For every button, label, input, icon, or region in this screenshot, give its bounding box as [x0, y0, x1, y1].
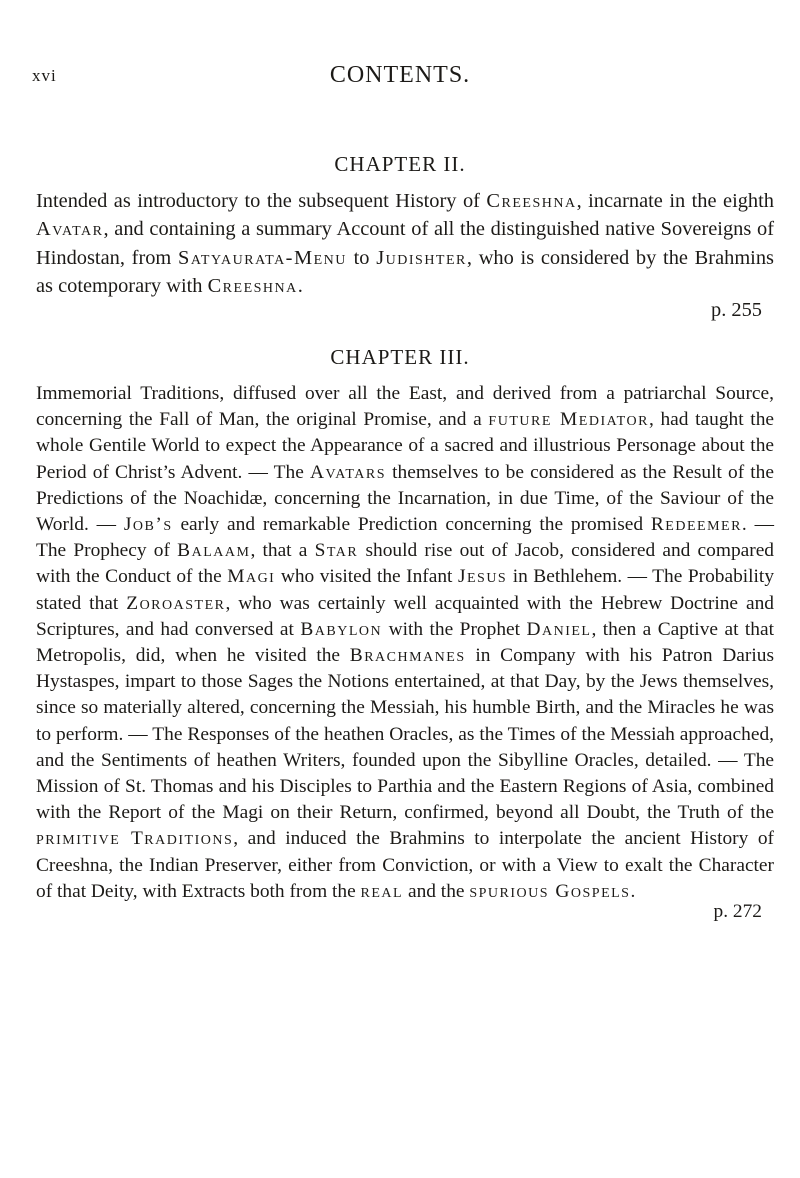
- summary-segment: , incarnate in the eighth: [576, 190, 774, 212]
- small-caps-term: Balaam: [177, 540, 251, 562]
- summary-segment: .: [297, 274, 303, 297]
- small-caps-term: Daniel: [526, 618, 592, 640]
- small-caps-term: Avatars: [309, 461, 387, 483]
- small-caps-term: Creeshna: [486, 190, 577, 212]
- summary-segment: themselves to be considered as the Result of the Predictions of the Noachidæ, concerning the Incarnation, in due Time, of the Saviour of the World. —: [36, 461, 774, 536]
- summary-segment: , that a: [250, 540, 315, 562]
- summary-segment: .: [630, 880, 636, 902]
- summary-segment: , and containing a summary Account of all the distinguished native Sovereigns of Hindostan, from: [36, 218, 774, 269]
- summary-segment: in Bethlehem. — The Probability stated that: [36, 566, 775, 614]
- small-caps-term: Avatar: [36, 218, 104, 241]
- summary-segment: , and induced the Brahmins to interpolate the ancient History of Creeshna, the Indian Preserver, either from Conviction, or with a View to exalt the Character of that Deity, with Extracts both from the: [36, 828, 775, 902]
- chapter-2-summary-text: [36, 190, 774, 297]
- summary-segment: , who is considered by the Brahmins as cotemporary with: [36, 246, 774, 297]
- small-caps-term: Job’s: [123, 514, 173, 536]
- summary-segment: in Company with his Patron Darius Hystaspes, impart to those Sages the Notions entertained, at that Day, by the Jews themselves, since so materially altered, concerning the Messiah, his humble Birth, and the Miracles he was to perform. — The Responses of the heathen Oracles, as the Times of the Messiah approached, and the Sentiments of heathen Writers, founded upon the Sibylline Oracles, detailed. — The Mission of St. Thomas and his Disciples to Parthia and the Eastern Regions of Asia, combined with the Report of the Magi on their Return, confirmed, beyond all Doubt, the Truth of the: [36, 645, 775, 824]
- summary-segment: and the: [403, 880, 470, 902]
- small-caps-term: real: [360, 880, 404, 902]
- small-caps-term: Brachmanes: [349, 645, 466, 667]
- chapter-2-heading: CHAPTER II.: [334, 152, 466, 176]
- summary-segment: early and remarkable Prediction concerning the promised: [172, 514, 651, 536]
- small-caps-term: Redeemer: [650, 514, 742, 536]
- small-caps-term: Judishter: [376, 246, 467, 269]
- summary-segment: , had taught the whole Gentile World to expect the Appearance of a sacred and illustrious Personage about the Period of Christ’s Advent. — The: [36, 409, 774, 483]
- small-caps-term: Star: [314, 540, 359, 562]
- summary-segment: to: [346, 246, 377, 269]
- summary-segment: . — The Prophecy of: [36, 514, 774, 562]
- chapter-2-page-ref: p. 255: [711, 299, 762, 322]
- summary-segment: Intended as introductory to the subsequent History of: [36, 190, 487, 212]
- summary-segment: who visited the Infant: [275, 566, 458, 588]
- summary-segment: , who was certainly well acquainted with the Hebrew Doctrine and Scriptures, and had conversed at: [36, 592, 774, 640]
- small-caps-term: primitive Traditions: [36, 828, 234, 850]
- small-caps-term: Satyaurata-Menu: [178, 246, 347, 269]
- small-caps-term: Creeshna: [207, 274, 298, 297]
- summary-segment: with the Prophet: [382, 618, 527, 640]
- running-head: CONTENTS.: [329, 62, 471, 88]
- chapter-3-heading: CHAPTER III.: [330, 345, 470, 369]
- small-caps-term: spurious Gospels: [469, 880, 631, 902]
- small-caps-term: Babylon: [300, 618, 383, 640]
- small-caps-term: Jesus: [457, 566, 508, 588]
- small-caps-term: Magi: [227, 566, 276, 588]
- chapter-3-page-ref: p. 272: [713, 901, 762, 923]
- chapter-3-summary: [36, 381, 774, 925]
- summary-segment: Immemorial Traditions, diffused over all the East, and derived from a patriarchal Source, concerning the Fall of Man, the original Promise, and a: [36, 383, 774, 431]
- summary-segment: should rise out of Jacob, considered and compared with the Conduct of the: [36, 540, 775, 588]
- small-caps-term: Zoroaster: [126, 592, 226, 614]
- small-caps-term: future Mediator: [488, 409, 649, 431]
- chapter-2-summary: [36, 187, 774, 324]
- chapter-3-summary-text: [36, 383, 774, 902]
- summary-segment: , then a Captive at that Metropolis, did, when he visited the: [36, 618, 774, 667]
- page-number: xvi: [32, 66, 57, 85]
